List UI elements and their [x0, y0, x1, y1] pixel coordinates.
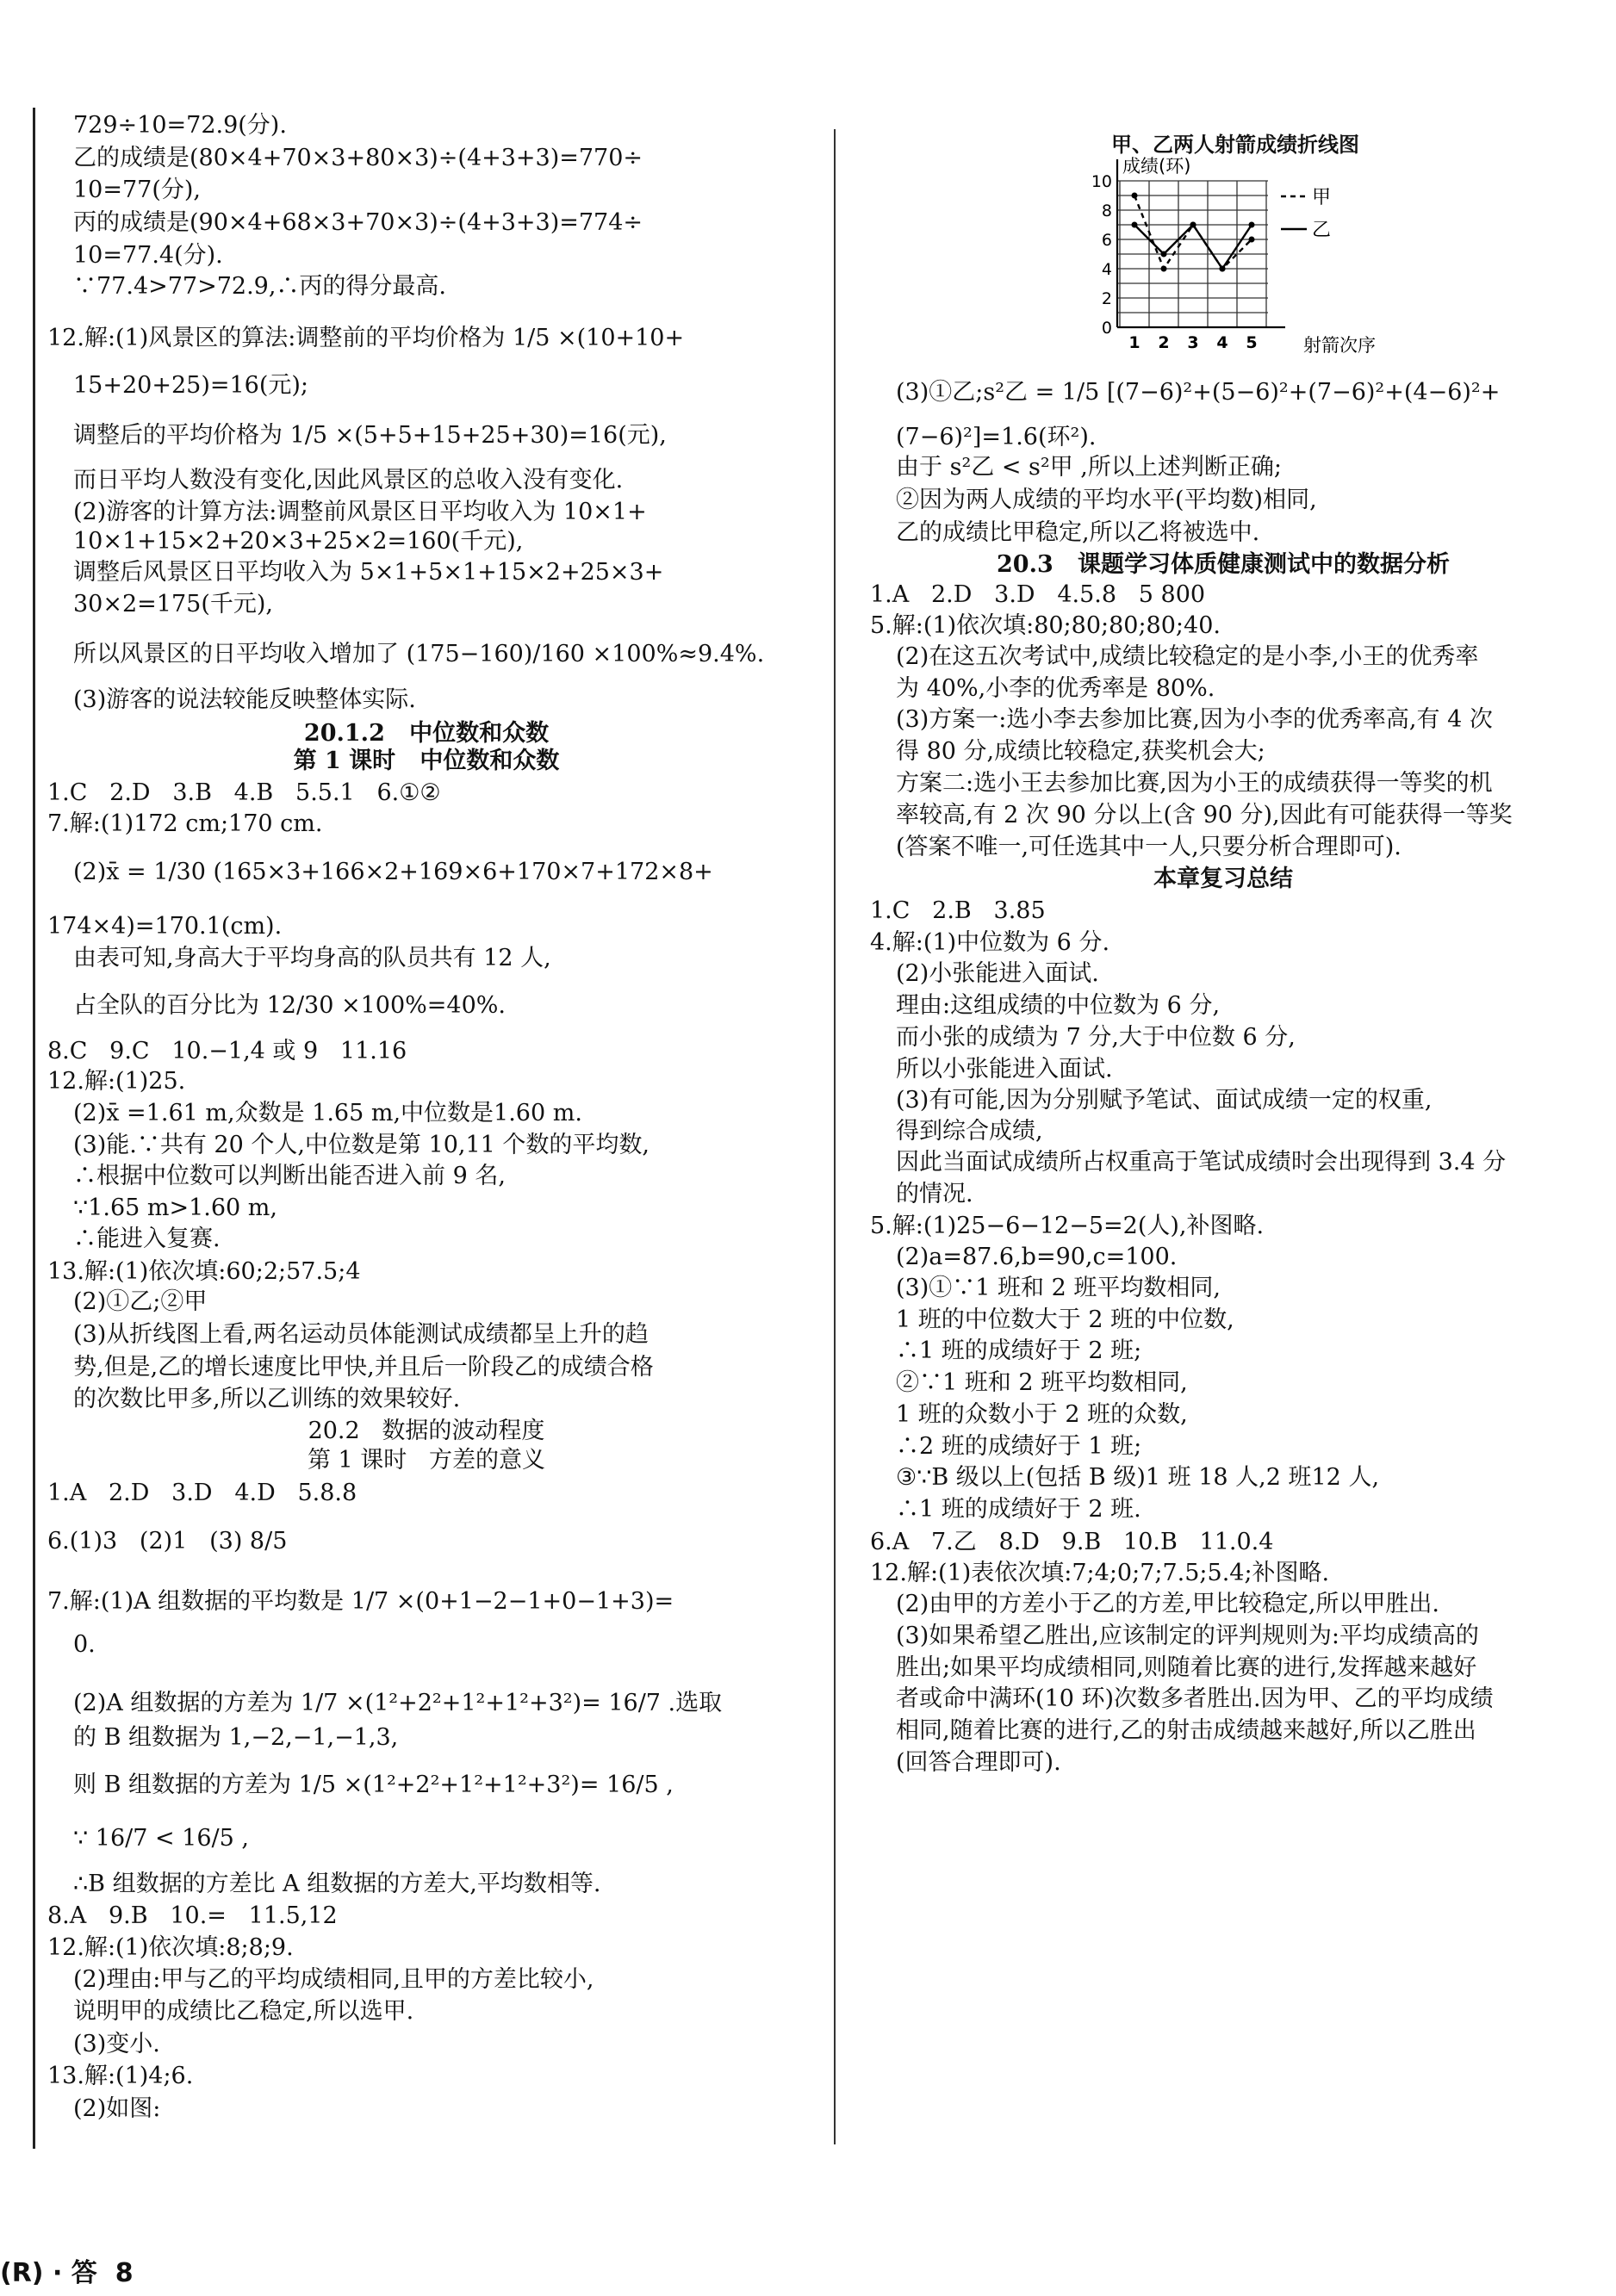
right-line: 得到综合成绩,	[896, 1118, 1043, 1145]
left-line: 说明甲的成绩比乙稳定,所以选甲.	[73, 1998, 414, 2025]
left-line: 10×1+15×2+20×3+25×2=160(千元),	[73, 528, 524, 555]
left-line: 13.解:(1)4;6.	[47, 2063, 194, 2089]
left-line: 30×2=175(千元),	[73, 591, 273, 617]
left-line: 调整后风景区日平均收入为 5×1+5×1+15×2+25×3+	[73, 559, 664, 586]
right-line: ∴1 班的成绩好于 2 班;	[896, 1337, 1142, 1364]
left-line: (3)能.∵共有 20 个人,中位数是第 10,11 个数的平均数,	[73, 1132, 650, 1158]
left-line: 势,但是,乙的增长速度比甲快,并且后一阶段乙的成绩合格	[73, 1354, 654, 1381]
right-line: (2)a=87.6,b=90,c=100.	[896, 1244, 1178, 1270]
right-line: ②因为两人成绩的平均水平(平均数)相同,	[896, 487, 1317, 513]
left-line: ∵77.4>77>72.9,∴丙的得分最高.	[73, 273, 447, 300]
right-line: (3)如果希望乙胜出,应该制定的评判规则为:平均成绩高的	[896, 1623, 1479, 1649]
right-line: 而小张的成绩为 7 分,大于中位数 6 分,	[896, 1024, 1296, 1051]
left-line: 174×4)=170.1(cm).	[47, 913, 283, 940]
left-line: 而日平均人数没有变化,因此风景区的总收入没有变化.	[73, 467, 624, 493]
left-line: ∴能进入复赛.	[73, 1226, 221, 1252]
chart-legend	[1281, 187, 1331, 241]
right-line: 所以小张能进入面试.	[896, 1056, 1113, 1083]
left-line: ∵1.65 m>1.60 m,	[73, 1195, 277, 1221]
left-line: (2)游客的计算方法:调整前风景区日平均收入为 10×1+	[73, 499, 647, 525]
left-line: (2)x̄ = 1/30 (165×3+166×2+169×6+170×7+172×8+	[73, 859, 713, 885]
left-line: 的次数比甲多,所以乙训练的效果较好.	[73, 1386, 461, 1412]
left-line: 6.(1)3 (2)1 (3) 8/5	[47, 1528, 288, 1554]
left-line: 10=77.4(分).	[73, 242, 223, 269]
left-line: 12.解:(1)风景区的算法:调整前的平均价格为 1/5 ×(10+10+	[47, 325, 685, 351]
data-point	[1161, 266, 1167, 272]
chart-title: 甲、乙两人射箭成绩折线图	[1111, 133, 1359, 157]
left-line: (2)如图:	[73, 2095, 161, 2122]
x-axis-label: 射箭次序	[1303, 335, 1376, 356]
right-line: (2)在这五次考试中,成绩比较稳定的是小李,小王的优秀率	[896, 643, 1479, 670]
left-line: 12.解:(1)25.	[47, 1068, 186, 1095]
y-axis-label: 成绩(环)	[1122, 156, 1191, 177]
y-tick-label: 2	[1101, 289, 1112, 308]
right-line: 1.C 2.B 3.85	[870, 897, 1046, 924]
left-line: 8.A 9.B 10.= 11.5,12	[47, 1902, 338, 1929]
right-line: ∴2 班的成绩好于 1 班;	[896, 1433, 1142, 1460]
left-line: 第 1 课时 方差的意义	[307, 1447, 546, 1474]
right-line: 因此当面试成绩所占权重高于笔试成绩时会出现得到 3.4 分	[896, 1149, 1507, 1176]
right-line: (答案不唯一,可任选其中一人,只要分析合理即可).	[896, 834, 1402, 860]
left-line: (2)A 组数据的方差为 1/7 ×(1²+2²+1²+1²+3²)= 16/7 .选取	[73, 1690, 723, 1716]
right-line: (3)①∵1 班和 2 班平均数相同,	[896, 1275, 1221, 1301]
left-line: (3)变小.	[73, 2031, 160, 2057]
right-line: 由于 s²乙 < s²甲 ,所以上述判断正确;	[896, 454, 1282, 481]
left-line: 第 1 课时 中位数和众数	[293, 748, 560, 774]
x-tick-label: 3	[1187, 333, 1199, 352]
left-line: 调整后的平均价格为 1/5 ×(5+5+15+25+30)=16(元),	[73, 422, 667, 449]
right-line: ②∵1 班和 2 班平均数相同,	[896, 1369, 1188, 1396]
data-point	[1132, 222, 1138, 228]
left-line: 20.2 数据的波动程度	[308, 1418, 545, 1444]
y-tick-label: 8	[1101, 202, 1112, 220]
right-line: (回答合理即可).	[896, 1749, 1061, 1776]
left-line: 8.C 9.C 10.−1,4 或 9 11.16	[47, 1038, 407, 1064]
x-tick-label: 2	[1158, 333, 1170, 352]
left-line: (2)①乙;②甲	[73, 1288, 208, 1315]
right-line: (3)方案一:选小李去参加比赛,因为小李的优秀率高,有 4 次	[896, 706, 1493, 733]
left-line: 729÷10=72.9(分).	[73, 112, 287, 139]
left-line: 13.解:(1)依次填:60;2;57.5;4	[47, 1258, 361, 1285]
left-line: 15+20+25)=16(元);	[73, 372, 308, 399]
x-tick-label: 1	[1128, 333, 1141, 352]
right-line: 相同,随着比赛的进行,乙的射击成绩越来越好,所以乙胜出	[896, 1717, 1476, 1744]
right-line: 率较高,有 2 次 90 分以上(含 90 分),因此有可能获得一等奖	[896, 802, 1513, 828]
right-line: (3)①乙;s²乙 = 1/5 [(7−6)²+(5−6)²+(7−6)²+(4−6)²+	[896, 379, 1501, 406]
left-line: 由表可知,身高大于平均身高的队员共有 12 人,	[73, 945, 551, 971]
left-line: 7.解:(1)172 cm;170 cm.	[47, 810, 323, 837]
right-line: (2)小张能进入面试.	[896, 960, 1099, 987]
right-line: 20.3 课题学习体质健康测试中的数据分析	[997, 551, 1450, 578]
left-line: 0.	[73, 1631, 96, 1658]
left-line: 所以风景区的日平均收入增加了 (175−160)/160 ×100%≈9.4%.	[73, 641, 765, 667]
column-divider	[834, 129, 836, 2144]
left-line: 20.1.2 中位数和众数	[303, 720, 550, 747]
left-line: ∴B 组数据的方差比 A 组数据的方差大,平均数相等.	[73, 1871, 601, 1897]
left-line: 1.A 2.D 3.D 4.D 5.8.8	[47, 1480, 357, 1506]
right-line: (7−6)²]=1.6(环²).	[896, 424, 1097, 450]
data-point	[1249, 222, 1255, 228]
right-line: 得 80 分,成绩比较稳定,获奖机会大;	[896, 738, 1265, 765]
x-tick-label: 4	[1216, 333, 1228, 352]
left-line: 1.C 2.D 3.B 4.B 5.5.1 6.①②	[47, 779, 441, 806]
legend-label: 乙	[1312, 220, 1332, 241]
data-point	[1220, 266, 1226, 272]
right-line: 5.解:(1)25−6−12−5=2(人),补图略.	[870, 1213, 1265, 1239]
left-line: (3)游客的说法较能反映整体实际.	[73, 686, 416, 713]
left-line: 乙的成绩是(80×4+70×3+80×3)÷(4+3+3)=770÷	[73, 145, 643, 171]
right-line: 12.解:(1)表依次填:7;4;0;7;7.5;5.4;补图略.	[870, 1560, 1330, 1586]
right-line: 的情况.	[896, 1181, 973, 1207]
right-line: (3)有可能,因为分别赋予笔试、面试成绩一定的权重,	[896, 1087, 1433, 1114]
series-line-乙	[1134, 225, 1252, 269]
right-line: 胜出;如果平均成绩相同,则随着比赛的进行,发挥越来越好	[896, 1654, 1477, 1681]
left-line: 占全队的百分比为 12/30 ×100%=40%.	[73, 992, 507, 1019]
right-line: 者或命中满环(10 环)次数多者胜出.因为甲、乙的平均成绩	[896, 1685, 1494, 1712]
left-line: 则 B 组数据的方差为 1/5 ×(1²+2²+1²+1²+3²)= 16/5 ,	[73, 1772, 674, 1798]
left-line: (2)x̄ =1.61 m,众数是 1.65 m,中位数是1.60 m.	[73, 1100, 582, 1126]
right-line: 1 班的众数小于 2 班的众数,	[896, 1401, 1188, 1428]
series-line-甲	[1134, 195, 1252, 269]
right-line: 1.A 2.D 3.D 4.5.8 5 800	[870, 581, 1206, 608]
y-tick-label: 10	[1091, 172, 1112, 191]
right-line: 本章复习总结	[1153, 866, 1293, 892]
left-line: (3)从折线图上看,两名运动员体能测试成绩都呈上升的趋	[73, 1321, 649, 1348]
right-line: ③∵B 级以上(包括 B 级)1 班 18 人,2 班12 人,	[896, 1464, 1380, 1491]
right-line: 乙的成绩比甲稳定,所以乙将被选中.	[896, 519, 1260, 546]
left-line: 丙的成绩是(90×4+68×3+70×3)÷(4+3+3)=774÷	[73, 209, 643, 236]
data-point	[1161, 251, 1167, 258]
left-line: (2)理由:甲与乙的平均成绩相同,且甲的方差比较小,	[73, 1966, 594, 1993]
right-line: 6.A 7.乙 8.D 9.B 10.B 11.0.4	[870, 1529, 1274, 1555]
chart-series	[1132, 193, 1255, 272]
right-line: 为 40%,小李的优秀率是 80%.	[896, 675, 1215, 702]
right-line: 方案二:选小王去参加比赛,因为小王的成绩获得一等奖的机	[896, 770, 1493, 797]
chart-grid	[1117, 181, 1268, 327]
right-line: (2)由甲的方差小于乙的方差,甲比较稳定,所以甲胜出.	[896, 1591, 1439, 1617]
left-line: 的 B 组数据为 1,−2,−1,−1,3,	[73, 1724, 399, 1751]
y-tick-label: 4	[1101, 260, 1112, 279]
right-line: 5.解:(1)依次填:80;80;80;80;40.	[870, 612, 1221, 639]
right-line: 1 班的中位数大于 2 班的中位数,	[896, 1306, 1234, 1333]
left-line: ∵ 16/7 < 16/5 ,	[73, 1825, 249, 1852]
left-line: 7.解:(1)A 组数据的平均数是 1/7 ×(0+1−2−1+0−1+3)=	[47, 1588, 674, 1615]
data-point	[1249, 237, 1255, 243]
line-chart	[1081, 155, 1443, 357]
right-line: 4.解:(1)中位数为 6 分.	[870, 929, 1110, 956]
data-point	[1190, 222, 1196, 228]
page-footer: (R) · 答 8	[0, 2258, 134, 2288]
left-line: 12.解:(1)依次填:8;8;9.	[47, 1934, 294, 1961]
right-line: 理由:这组成绩的中位数为 6 分,	[896, 992, 1221, 1019]
x-tick-label: 5	[1246, 333, 1258, 352]
data-point	[1132, 193, 1138, 199]
left-line: 10=77(分),	[73, 177, 201, 203]
y-tick-label: 0	[1101, 319, 1112, 338]
legend-label: 甲	[1312, 187, 1332, 208]
left-line: ∴根据中位数可以判断出能否进入前 9 名,	[73, 1163, 506, 1189]
right-line: ∴1 班的成绩好于 2 班.	[896, 1496, 1141, 1523]
left-margin-rule	[33, 108, 35, 2149]
y-tick-label: 6	[1101, 231, 1112, 250]
